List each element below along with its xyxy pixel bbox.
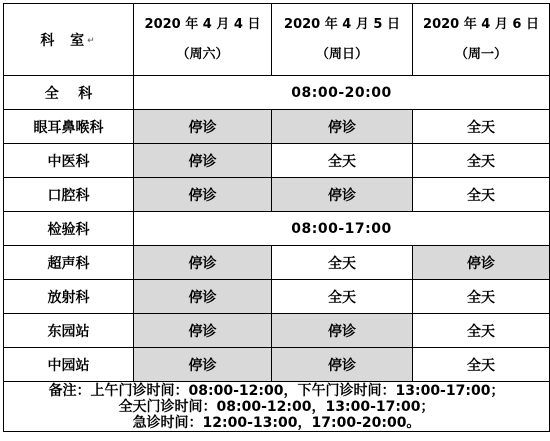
paragraph-mark-icon: ↵ xyxy=(87,35,97,46)
status-cell xyxy=(413,314,550,348)
date-header-0 xyxy=(134,4,272,76)
all-days-hours-label: 08:00-20:00 xyxy=(291,84,392,101)
status-label: 停诊 xyxy=(188,187,217,204)
status-label: 停诊 xyxy=(188,357,217,374)
department-name xyxy=(4,178,134,212)
status-label: 停诊 xyxy=(328,357,356,374)
department-name-label: 口腔科 xyxy=(47,187,90,204)
status-label: 全天 xyxy=(467,119,495,136)
schedule-row xyxy=(4,348,550,382)
date-header-weekday: （周一） xyxy=(454,46,507,62)
status-label: 全天 xyxy=(467,323,495,340)
date-header-weekday: （周日） xyxy=(315,46,368,62)
department-name xyxy=(4,110,134,144)
note-line: 急诊时间：12:00-13:00，17:00-20:00。 xyxy=(132,414,421,431)
department-name-label: 超声科 xyxy=(47,255,90,272)
department-name-label: 中园站 xyxy=(47,357,90,374)
status-label: 停诊 xyxy=(188,323,217,340)
schedule-row xyxy=(4,314,550,348)
date-header-date: 2020 年 4 月 4 日 xyxy=(144,16,261,32)
notes-row xyxy=(4,382,550,432)
status-cell xyxy=(134,110,272,144)
date-header-1 xyxy=(272,4,413,76)
date-header-weekday: （周六） xyxy=(176,46,229,62)
department-name xyxy=(4,144,134,178)
status-label: 停诊 xyxy=(188,153,217,170)
date-header-2 xyxy=(413,4,550,76)
schedule-notes xyxy=(4,382,550,432)
status-cell xyxy=(272,110,413,144)
status-label: 全天 xyxy=(467,153,495,170)
department-header xyxy=(4,4,134,76)
status-label: 停诊 xyxy=(188,255,217,272)
department-name-label: 全 科 xyxy=(44,85,93,102)
status-cell xyxy=(272,178,413,212)
all-days-hours xyxy=(134,212,550,246)
status-label: 停诊 xyxy=(188,289,217,306)
status-cell xyxy=(134,348,272,382)
status-label: 停诊 xyxy=(467,255,495,272)
status-cell xyxy=(413,178,550,212)
status-label: 全天 xyxy=(467,357,495,374)
schedule-row xyxy=(4,246,550,280)
status-label: 全天 xyxy=(328,255,356,272)
status-label: 全天 xyxy=(328,289,356,306)
department-name-label: 中医科 xyxy=(47,153,90,170)
status-cell xyxy=(413,110,550,144)
status-label: 全天 xyxy=(467,187,495,204)
department-name-label: 检验科 xyxy=(47,221,90,238)
status-cell xyxy=(134,314,272,348)
department-name xyxy=(4,314,134,348)
schedule-row xyxy=(4,144,550,178)
department-name xyxy=(4,212,134,246)
schedule-body xyxy=(4,4,550,432)
department-name-label: 眼耳鼻喉科 xyxy=(33,119,104,136)
department-name-label: 东园站 xyxy=(47,323,90,340)
status-cell xyxy=(272,246,413,280)
status-label: 全天 xyxy=(328,153,356,170)
all-days-hours xyxy=(134,76,550,110)
department-name xyxy=(4,246,134,280)
schedule-row xyxy=(4,212,550,246)
status-cell xyxy=(272,280,413,314)
status-cell xyxy=(272,314,413,348)
header-row xyxy=(4,4,550,76)
status-cell xyxy=(413,348,550,382)
schedule-row xyxy=(4,178,550,212)
status-cell xyxy=(134,144,272,178)
date-header-date: 2020 年 4 月 6 日 xyxy=(423,16,539,32)
clinic-schedule-table xyxy=(3,3,550,432)
status-cell xyxy=(413,144,550,178)
status-cell xyxy=(272,144,413,178)
schedule-row xyxy=(4,76,550,110)
date-header-date: 2020 年 4 月 5 日 xyxy=(284,16,400,32)
department-name xyxy=(4,76,134,110)
status-cell xyxy=(134,178,272,212)
note-line: 备注：上午门诊时间：08:00-12:00，下午门诊时间：13:00-17:00； xyxy=(48,382,505,399)
all-days-hours-label: 08:00-17:00 xyxy=(291,220,392,237)
department-name xyxy=(4,280,134,314)
schedule-row xyxy=(4,280,550,314)
status-label: 停诊 xyxy=(328,323,356,340)
schedule-row xyxy=(4,110,550,144)
status-label: 停诊 xyxy=(328,119,356,136)
department-name xyxy=(4,348,134,382)
note-line: 全天门诊时间：08:00-12:00，13:00-17:00； xyxy=(118,398,435,415)
status-cell xyxy=(413,246,550,280)
status-cell xyxy=(272,348,413,382)
status-cell xyxy=(413,280,550,314)
department-name-label: 放射科 xyxy=(47,289,90,306)
status-cell xyxy=(134,246,272,280)
status-label: 停诊 xyxy=(188,119,217,136)
status-label: 全天 xyxy=(467,289,495,306)
status-label: 停诊 xyxy=(328,187,356,204)
status-cell xyxy=(134,280,272,314)
department-header-label: 科 室 xyxy=(40,32,87,49)
